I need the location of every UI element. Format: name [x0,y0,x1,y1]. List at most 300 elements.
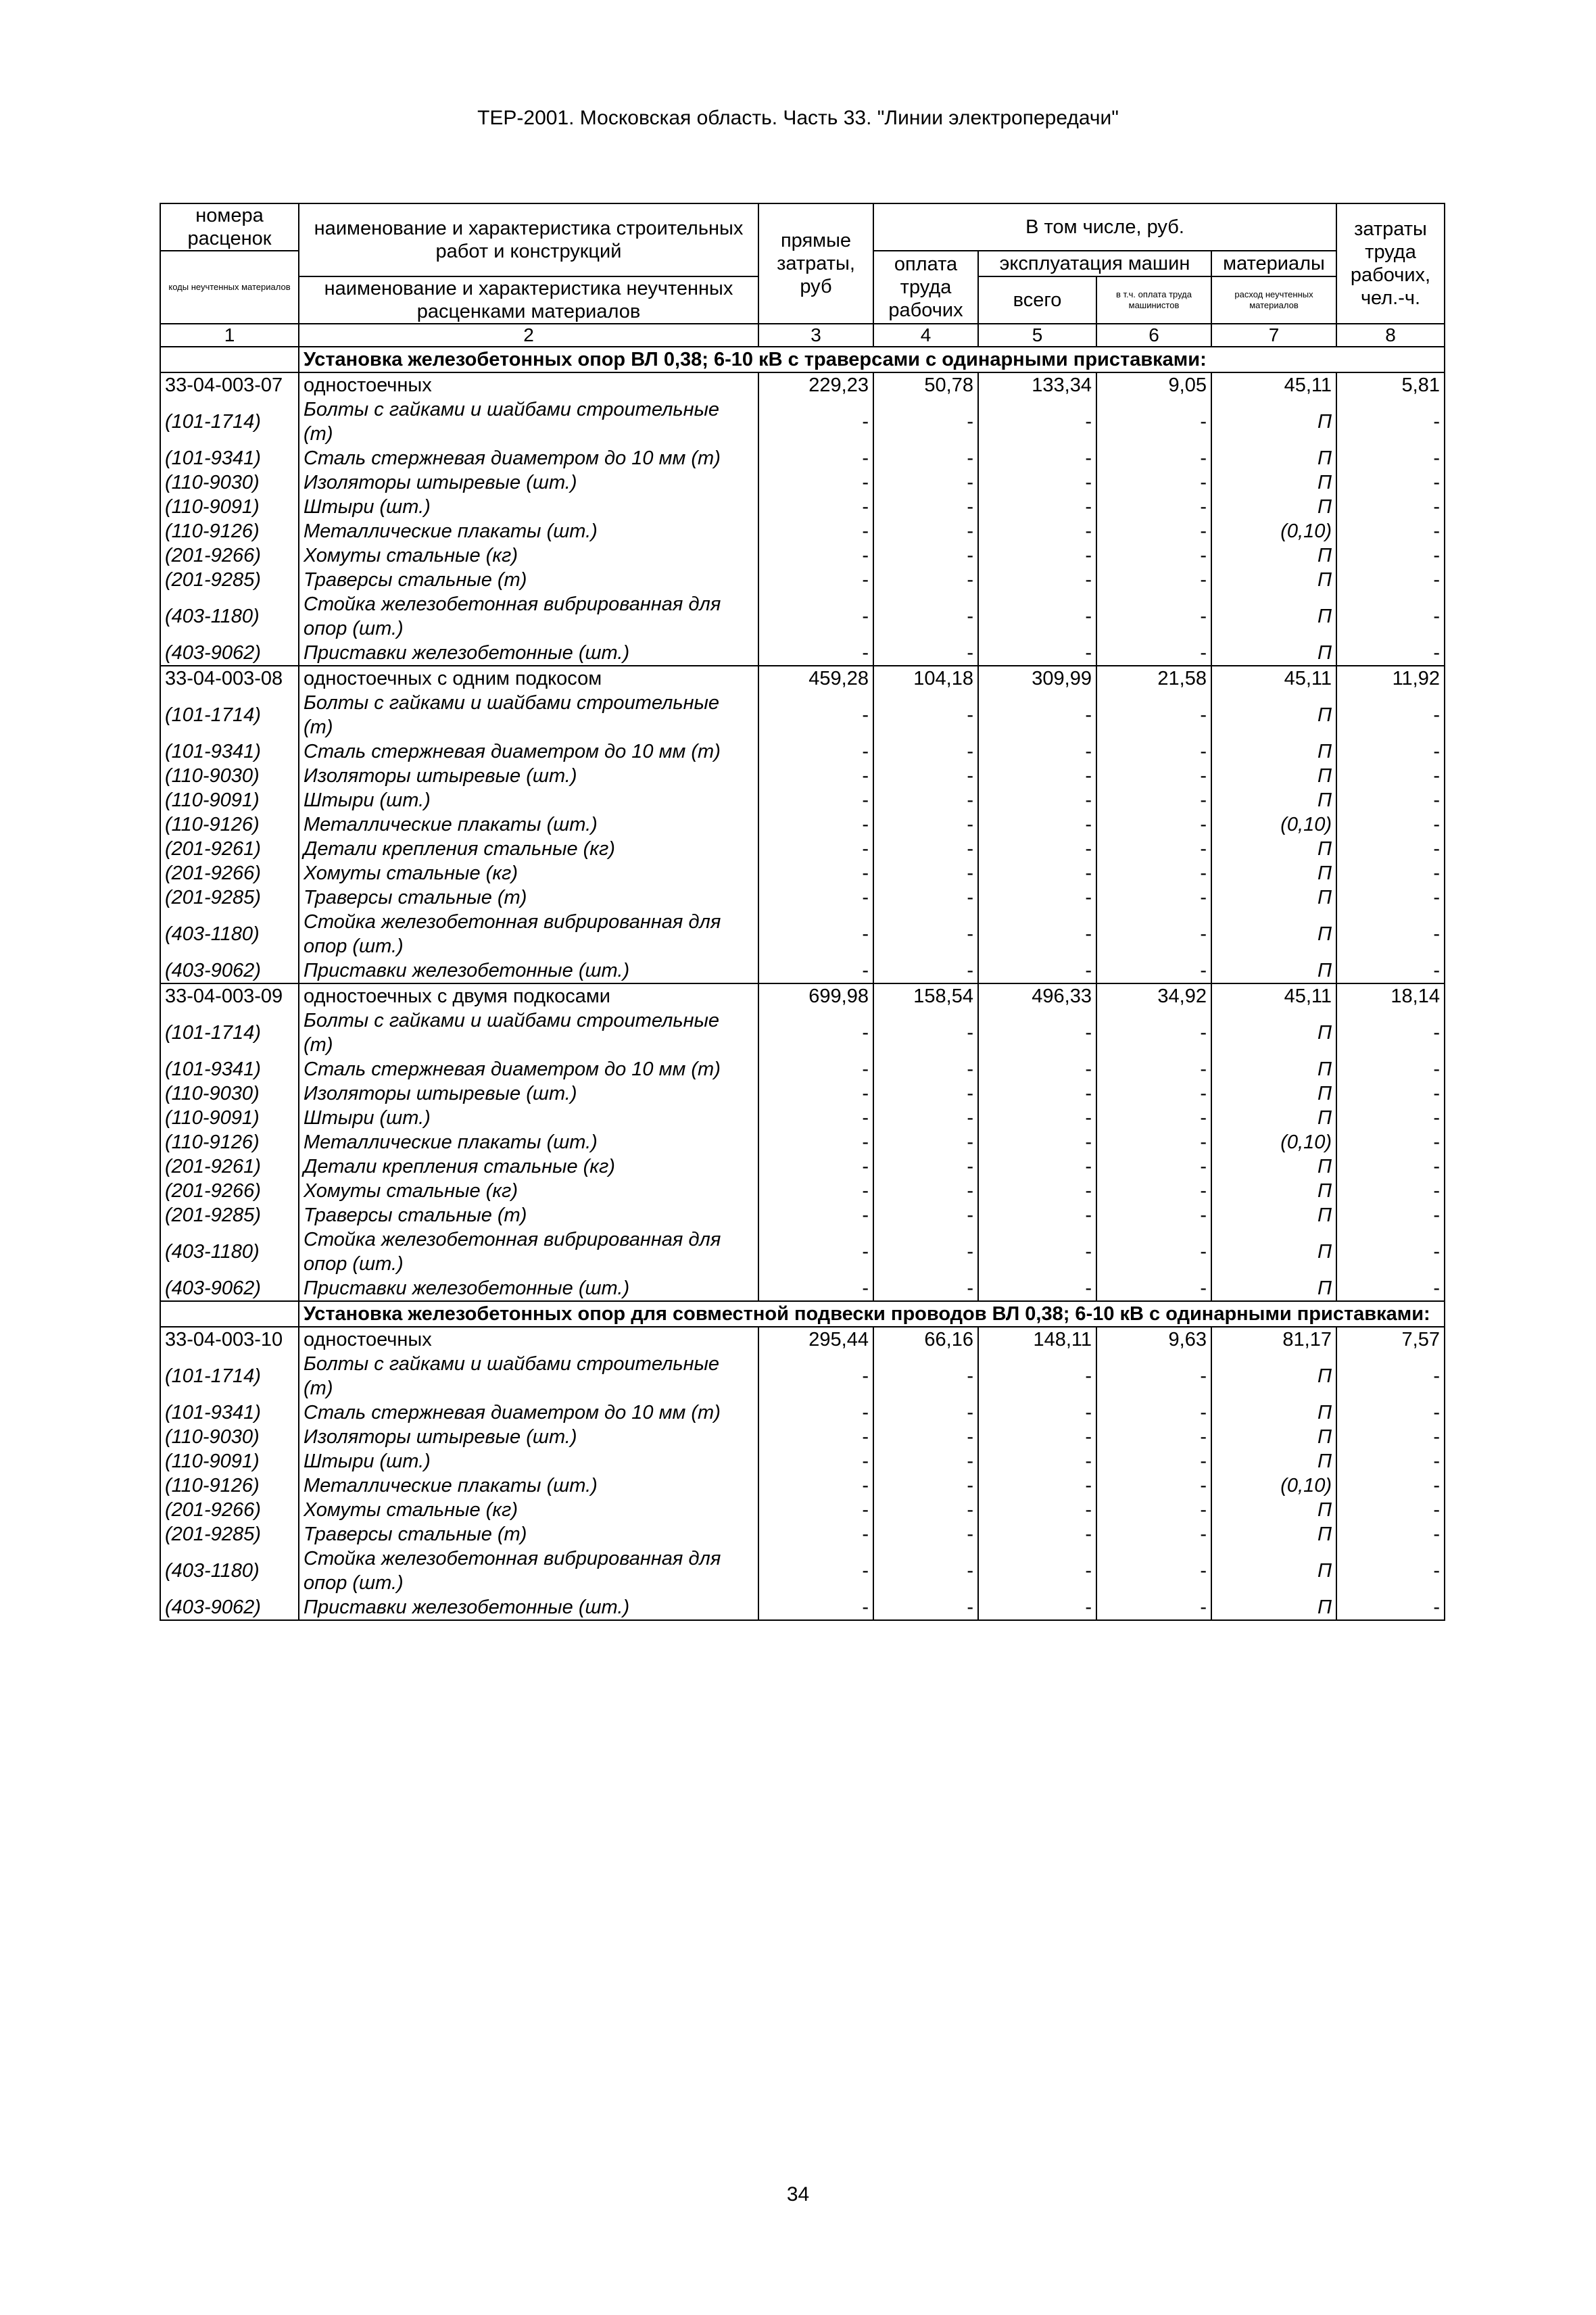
empty-dash: - [758,788,873,812]
empty-dash: - [758,885,873,910]
operators-pay: 34,92 [1096,983,1211,1008]
material-code: (110-9030) [160,1081,299,1106]
header-operators-pay: в т.ч. оплата труда машинистов [1096,276,1211,324]
empty-dash: - [873,568,978,592]
material-name: Приставки железобетонные (шт.) [299,1276,758,1301]
material-name: Траверсы стальные (т) [299,1522,758,1546]
material-name: Траверсы стальные (т) [299,568,758,592]
material-name: Металлические плакаты (шт.) [299,519,758,543]
material-code: (201-9266) [160,1498,299,1522]
empty-dash: - [758,691,873,739]
material-consumption: П [1211,1400,1336,1425]
empty-dash: - [978,495,1096,519]
empty-dash: - [1096,397,1211,446]
material-consumption: П [1211,1425,1336,1449]
material-consumption: П [1211,764,1336,788]
rate-code: 33-04-003-10 [160,1327,299,1352]
empty-dash: - [1336,764,1445,788]
material-consumption: (0,10) [1211,1130,1336,1154]
material-code: (110-9091) [160,1106,299,1130]
empty-dash: - [978,1008,1096,1057]
material-code: (201-9285) [160,1522,299,1546]
empty-dash: - [1096,568,1211,592]
worker-pay: 158,54 [873,983,978,1008]
material-name: Хомуты стальные (кг) [299,543,758,568]
empty-dash: - [1336,1057,1445,1081]
header-machines-total: всего [978,276,1096,324]
material-consumption: П [1211,1276,1336,1301]
header-worker-pay: оплата труда рабочих [873,251,978,324]
column-numbers-row [160,324,1445,347]
material-name: Траверсы стальные (т) [299,885,758,910]
empty-dash: - [758,592,873,641]
empty-dash: - [1336,1179,1445,1203]
labor-hours: 18,14 [1336,983,1445,1008]
empty-dash: - [1096,861,1211,885]
column-number: 5 [978,324,1096,347]
empty-dash: - [1096,837,1211,861]
material-name: Металлические плакаты (шт.) [299,812,758,837]
materials-cost: 45,11 [1211,983,1336,1008]
material-consumption: П [1211,910,1336,958]
material-row [160,1400,1445,1425]
material-row [160,1276,1445,1301]
material-code: (403-9062) [160,641,299,666]
empty-dash: - [758,1008,873,1057]
material-consumption: П [1211,592,1336,641]
empty-dash: - [758,568,873,592]
empty-dash: - [758,1057,873,1081]
material-name: Хомуты стальные (кг) [299,1179,758,1203]
empty-dash: - [1336,495,1445,519]
empty-dash: - [1336,788,1445,812]
material-name: Траверсы стальные (т) [299,1203,758,1227]
material-row [160,1425,1445,1449]
empty-dash: - [758,641,873,666]
empty-dash: - [1096,764,1211,788]
material-consumption: П [1211,1595,1336,1620]
empty-dash: - [758,470,873,495]
machines-total: 148,11 [978,1327,1096,1352]
material-code: (110-9091) [160,788,299,812]
rate-name: одностоечных с одним подкосом [299,666,758,691]
empty-dash: - [873,1057,978,1081]
header-work-name: наименование и характеристика строительных работ и конструкций [299,203,758,276]
material-name: Стойка железобетонная вибрированная для опор (шт.) [299,1546,758,1595]
empty-dash: - [1096,1008,1211,1057]
empty-dash: - [873,1081,978,1106]
empty-dash: - [1096,1473,1211,1498]
material-row [160,910,1445,958]
empty-dash: - [1336,470,1445,495]
empty-dash: - [1336,519,1445,543]
empty-dash: - [978,1130,1096,1154]
material-name: Детали крепления стальные (кг) [299,837,758,861]
material-name: Болты с гайками и шайбами строительные (т) [299,1352,758,1400]
material-code: (110-9091) [160,495,299,519]
section-heading-row [160,347,1445,372]
empty-dash: - [1096,446,1211,470]
empty-dash: - [1096,1595,1211,1620]
empty-dash: - [1096,1227,1211,1276]
empty-dash: - [1336,1546,1445,1595]
empty-dash: - [1096,1154,1211,1179]
material-code: (101-9341) [160,1057,299,1081]
material-code: (201-9261) [160,1154,299,1179]
empty-dash: - [978,1352,1096,1400]
empty-dash: - [978,1473,1096,1498]
empty-dash: - [1336,910,1445,958]
page-number: 34 [786,2183,810,2206]
empty-dash: - [1096,885,1211,910]
material-name: Штыри (шт.) [299,1106,758,1130]
material-code: (110-9126) [160,519,299,543]
empty-dash: - [873,1227,978,1276]
empty-dash: - [758,1179,873,1203]
empty-dash: - [1336,1522,1445,1546]
material-code: (201-9285) [160,1203,299,1227]
empty-dash: - [978,861,1096,885]
material-code: (101-1714) [160,397,299,446]
empty-dash: - [1336,1008,1445,1057]
material-code: (201-9266) [160,861,299,885]
material-consumption: П [1211,861,1336,885]
worker-pay: 50,78 [873,372,978,397]
empty-dash: - [873,1449,978,1473]
material-consumption: П [1211,1008,1336,1057]
operators-pay: 21,58 [1096,666,1211,691]
material-name: Стойка железобетонная вибрированная для опор (шт.) [299,910,758,958]
material-code: (110-9126) [160,812,299,837]
empty-dash: - [1096,788,1211,812]
material-code: (201-9261) [160,837,299,861]
empty-dash: - [758,958,873,983]
empty-dash: - [1096,739,1211,764]
material-row [160,446,1445,470]
material-name: Болты с гайками и шайбами строительные (т) [299,691,758,739]
empty-dash: - [873,1130,978,1154]
materials-cost: 81,17 [1211,1327,1336,1352]
table-body [160,324,1445,1620]
empty-dash: - [873,885,978,910]
empty-dash: - [758,519,873,543]
empty-dash: - [1096,1276,1211,1301]
material-code: (110-9126) [160,1130,299,1154]
material-code: (403-1180) [160,910,299,958]
empty-dash: - [978,1276,1096,1301]
material-name: Приставки железобетонные (шт.) [299,1595,758,1620]
empty-dash: - [1336,1154,1445,1179]
empty-dash: - [1096,1425,1211,1449]
column-number: 8 [1336,324,1445,347]
material-name: Приставки железобетонные (шт.) [299,641,758,666]
empty-dash: - [758,1154,873,1179]
empty-dash: - [758,1352,873,1400]
material-row [160,1473,1445,1498]
direct-costs: 295,44 [758,1327,873,1352]
empty-dash: - [873,446,978,470]
empty-dash: - [758,495,873,519]
material-row [160,885,1445,910]
empty-dash: - [1336,1081,1445,1106]
material-consumption: П [1211,1352,1336,1400]
material-consumption: П [1211,495,1336,519]
material-consumption: П [1211,543,1336,568]
empty-dash: - [978,397,1096,446]
empty-dash: - [978,812,1096,837]
empty-dash: - [1096,1449,1211,1473]
material-row [160,1081,1445,1106]
empty-dash: - [873,470,978,495]
section-title: Установка железобетонных опор ВЛ 0,38; 6-10 кВ с траверсами с одинарными приставками: [299,347,1445,372]
empty-dash: - [758,1400,873,1425]
empty-dash: - [1096,519,1211,543]
empty-dash: - [1336,1227,1445,1276]
empty-dash: - [978,1227,1096,1276]
rate-row [160,666,1445,691]
material-code: (101-1714) [160,691,299,739]
empty-dash: - [758,1130,873,1154]
material-code: (101-9341) [160,739,299,764]
material-row [160,397,1445,446]
material-row [160,1057,1445,1081]
empty-dash: - [758,1498,873,1522]
empty-dash: - [1096,1081,1211,1106]
material-row [160,543,1445,568]
material-row [160,1106,1445,1130]
empty-dash: - [1336,446,1445,470]
empty-dash: - [1336,1130,1445,1154]
empty-dash: - [873,1473,978,1498]
material-name: Штыри (шт.) [299,495,758,519]
material-consumption: П [1211,1227,1336,1276]
header-direct-costs: прямые затраты, руб [758,203,873,324]
empty-dash: - [873,1522,978,1546]
labor-hours: 5,81 [1336,372,1445,397]
header-including-group: В том числе, руб. [873,203,1336,251]
material-row [160,958,1445,983]
empty-dash: - [758,1473,873,1498]
empty-dash: - [873,495,978,519]
empty-dash: - [978,837,1096,861]
material-consumption: (0,10) [1211,812,1336,837]
machines-total: 133,34 [978,372,1096,397]
material-row [160,1498,1445,1522]
empty-dash: - [1096,1106,1211,1130]
empty-dash: - [1096,1400,1211,1425]
empty-dash: - [978,1546,1096,1595]
empty-dash: - [978,910,1096,958]
operators-pay: 9,05 [1096,372,1211,397]
material-row [160,739,1445,764]
material-name: Детали крепления стальные (кг) [299,1154,758,1179]
column-number: 6 [1096,324,1211,347]
empty-dash: - [873,788,978,812]
material-consumption: П [1211,885,1336,910]
material-row [160,861,1445,885]
material-consumption: П [1211,1546,1336,1595]
empty-dash: - [758,1546,873,1595]
material-name: Сталь стержневая диаметром до 10 мм (т) [299,1057,758,1081]
material-consumption: П [1211,446,1336,470]
direct-costs: 229,23 [758,372,873,397]
rate-code: 33-04-003-07 [160,372,299,397]
column-number: 7 [1211,324,1336,347]
empty-dash: - [1336,837,1445,861]
material-name: Металлические плакаты (шт.) [299,1473,758,1498]
empty-dash: - [978,1106,1096,1130]
material-row [160,1130,1445,1154]
empty-dash: - [1336,1449,1445,1473]
material-name: Хомуты стальные (кг) [299,1498,758,1522]
operators-pay: 9,63 [1096,1327,1211,1352]
empty-dash: - [758,812,873,837]
material-row [160,1227,1445,1276]
material-row [160,568,1445,592]
empty-dash: - [1096,812,1211,837]
material-consumption: П [1211,1081,1336,1106]
material-consumption: П [1211,568,1336,592]
material-row [160,1449,1445,1473]
empty-dash: - [873,812,978,837]
empty-dash: - [873,910,978,958]
material-code: (101-9341) [160,446,299,470]
empty-dash: - [1336,1203,1445,1227]
empty-dash: - [1336,1498,1445,1522]
empty-dash: - [978,568,1096,592]
material-code: (201-9285) [160,568,299,592]
header-machines-group: эксплуатация машин [978,251,1211,276]
material-row [160,837,1445,861]
empty-dash: - [978,1179,1096,1203]
empty-dash: - [758,543,873,568]
empty-dash: - [1336,397,1445,446]
empty-dash: - [1336,1400,1445,1425]
material-name: Приставки железобетонные (шт.) [299,958,758,983]
labor-hours: 7,57 [1336,1327,1445,1352]
material-row [160,764,1445,788]
material-row [160,641,1445,666]
empty-dash: - [758,397,873,446]
material-name: Хомуты стальные (кг) [299,861,758,885]
direct-costs: 699,98 [758,983,873,1008]
empty-dash: - [978,885,1096,910]
material-row [160,1546,1445,1595]
material-consumption: П [1211,788,1336,812]
material-consumption: П [1211,1179,1336,1203]
empty-dash: - [758,1276,873,1301]
material-code: (110-9030) [160,470,299,495]
material-consumption: П [1211,1106,1336,1130]
column-number: 1 [160,324,299,347]
empty-dash: - [1096,470,1211,495]
empty-dash: - [758,910,873,958]
empty-dash: - [1096,1522,1211,1546]
header-material-name: наименование и характеристика неучтенных расценками материалов [299,276,758,324]
empty-dash: - [1336,543,1445,568]
empty-dash: - [758,446,873,470]
empty-dash: - [978,592,1096,641]
material-row [160,495,1445,519]
page-title: ТЕР-2001. Московская область. Часть 33. "Линии электропередачи" [477,107,1119,129]
empty-dash: - [1336,1106,1445,1130]
empty-dash: - [1336,568,1445,592]
empty-dash: - [1096,910,1211,958]
empty-dash: - [1336,1425,1445,1449]
material-consumption: П [1211,1498,1336,1522]
empty-dash: - [978,1595,1096,1620]
empty-dash: - [1096,592,1211,641]
empty-dash: - [873,1352,978,1400]
empty-dash: - [758,1081,873,1106]
material-row [160,812,1445,837]
empty-dash: - [758,764,873,788]
empty-dash: - [873,1203,978,1227]
material-code: (403-9062) [160,1276,299,1301]
empty-dash: - [978,1425,1096,1449]
material-name: Штыри (шт.) [299,788,758,812]
empty-dash: - [978,958,1096,983]
material-name: Стойка железобетонная вибрированная для опор (шт.) [299,1227,758,1276]
material-consumption: П [1211,470,1336,495]
material-code: (101-9341) [160,1400,299,1425]
price-table [160,203,1445,1621]
header-materials: материалы [1211,251,1336,276]
empty-dash: - [1336,739,1445,764]
empty-dash: - [1336,958,1445,983]
empty-dash: - [978,1498,1096,1522]
empty-dash: - [873,958,978,983]
material-name: Сталь стержневая диаметром до 10 мм (т) [299,1400,758,1425]
material-row [160,1203,1445,1227]
empty-dash: - [978,1522,1096,1546]
empty-dash: - [758,861,873,885]
empty-dash: - [978,1203,1096,1227]
material-consumption: П [1211,1057,1336,1081]
header-labor-hours: затраты труда рабочих, чел.-ч. [1336,203,1445,324]
empty-dash: - [873,837,978,861]
material-code: (110-9030) [160,1425,299,1449]
empty-dash: - [873,397,978,446]
empty-dash: - [1096,1352,1211,1400]
empty-dash: - [978,764,1096,788]
empty-dash: - [873,1498,978,1522]
empty-dash: - [1096,1057,1211,1081]
material-name: Стойка железобетонная вибрированная для опор (шт.) [299,592,758,641]
empty-dash: - [1336,1276,1445,1301]
machines-total: 309,99 [978,666,1096,691]
material-code: (403-1180) [160,592,299,641]
material-code: (101-1714) [160,1352,299,1400]
header-unaccounted-materials: расход неучтенных материалов [1211,276,1336,324]
empty-dash: - [873,739,978,764]
empty-dash: - [1096,1546,1211,1595]
material-name: Изоляторы штыревые (шт.) [299,764,758,788]
material-row [160,1154,1445,1179]
empty-dash: - [978,739,1096,764]
material-consumption: П [1211,837,1336,861]
header-material-codes: коды неучтенных материалов [160,251,299,324]
empty-dash: - [1096,1179,1211,1203]
empty-dash: - [1096,495,1211,519]
material-consumption: П [1211,1449,1336,1473]
empty-dash: - [1096,1498,1211,1522]
empty-dash: - [1336,691,1445,739]
empty-dash: - [1336,1352,1445,1400]
empty-dash: - [1096,958,1211,983]
section-title: Установка железобетонных опор для совместной подвески проводов ВЛ 0,38; 6-10 кВ с одинарными приставками: [299,1301,1445,1327]
material-row [160,1522,1445,1546]
